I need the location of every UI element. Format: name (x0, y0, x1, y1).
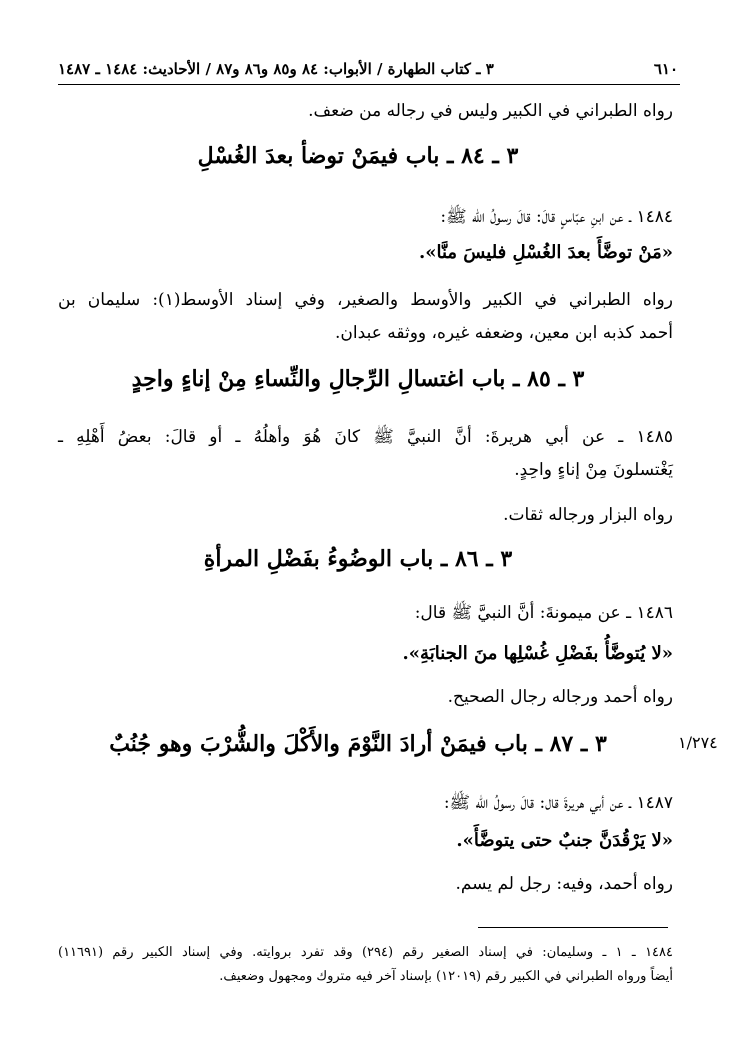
hadith-1487-text: «لا يَرْقُدَنَّ جنبٌ حتى يتوضَّأَ». (456, 830, 673, 851)
narration-note: أحمد كذبه ابن معين، وضعفه غيره، ووثقه عبدان. (335, 323, 673, 343)
hadith-1486-intro: ١٤٨٦ ـ عن ميمونةَ: أنَّ النبيَّ ﷺ قال: (414, 603, 673, 623)
page-number: ٦١٠ (653, 60, 678, 78)
footnote-line: ١٤٨٤ ـ ١ ـ وسليمان: في إسناد الصغير رقم (٢٩٤) وقد تفرد بروايته. وفي إسناد الكبير رقم (١١٦٩١) (58, 945, 673, 960)
narration-note: رواه البزار ورجاله ثقات. (503, 505, 673, 525)
footnote-line: أيضاً ورواه الطبراني في الكبير رقم (١٢٠١٩) بإسناد آخر فيه متروك ومجهول وضعيف. (219, 969, 673, 984)
margin-reference: ١/٢٧٤ (678, 733, 718, 752)
hadith-1484-text: «مَنْ توضَّأَ بعدَ الغُسْلِ فليسَ منَّا». (418, 242, 673, 263)
header-rule (58, 84, 680, 85)
chapter-heading-86: ٣ ـ ٨٦ ـ باب الوضُوءُ بفَضْلِ المرأةِ (203, 546, 513, 572)
narration-note: رواه أحمد ورجاله رجال الصحيح. (447, 687, 673, 707)
narration-note: رواه الطبراني في الكبير والأوسط والصغير، وفي إسناد الأوسط(١): سليمان بن (58, 290, 673, 310)
hadith-1487-intro: ١٤٨٧ ـ عن أبي هريرةَ قال: قالَ رسولُ الله ﷺ: (443, 793, 673, 813)
hadith-1485-text: ١٤٨٥ ـ عن أبي هريرةَ: أنَّ النبيَّ ﷺ كانَ هُوَ وأهلُهُ ـ أو قالَ: بعضُ أَهْلِهِ ـ (58, 427, 673, 447)
narration-note: رواه أحمد، وفيه: رجل لم يسم. (455, 874, 673, 894)
chapter-heading-87: ٣ ـ ٨٧ ـ باب فيمَنْ أرادَ النَّوْمَ والأَكْلَ والشُّرْبَ وهو جُنُبٌ (109, 731, 607, 757)
footnote-rule (478, 927, 668, 928)
chapter-heading-85: ٣ ـ ٨٥ ـ باب اغتسالِ الرِّجالِ والنِّساءِ مِنْ إناءٍ واحِدٍ (131, 366, 585, 392)
hadith-1486-text: «لا يُتوضَّأُ بفَضْلِ غُسْلِها منَ الجنابَةِ». (402, 643, 673, 664)
narration-note: رواه الطبراني في الكبير وليس في رجاله من ضعف. (308, 101, 673, 121)
chapter-heading-84: ٣ ـ ٨٤ ـ باب فيمَنْ توضأ بعدَ الغُسْلِ (197, 143, 519, 169)
running-title: ٣ ـ كتاب الطهارة / الأبواب: ٨٤ و٨٥ و٨٦ و٨٧ / الأحاديث: ١٤٨٤ ـ ١٤٨٧ (58, 60, 494, 78)
hadith-1485-text: يَغْتسلونَ مِنْ إناءٍ واحِدٍ. (514, 460, 673, 480)
hadith-1484-intro: ١٤٨٤ ـ عن ابنِ عبّاسٍ قالَ: قالَ رسولُ الله ﷺ: (440, 207, 673, 227)
